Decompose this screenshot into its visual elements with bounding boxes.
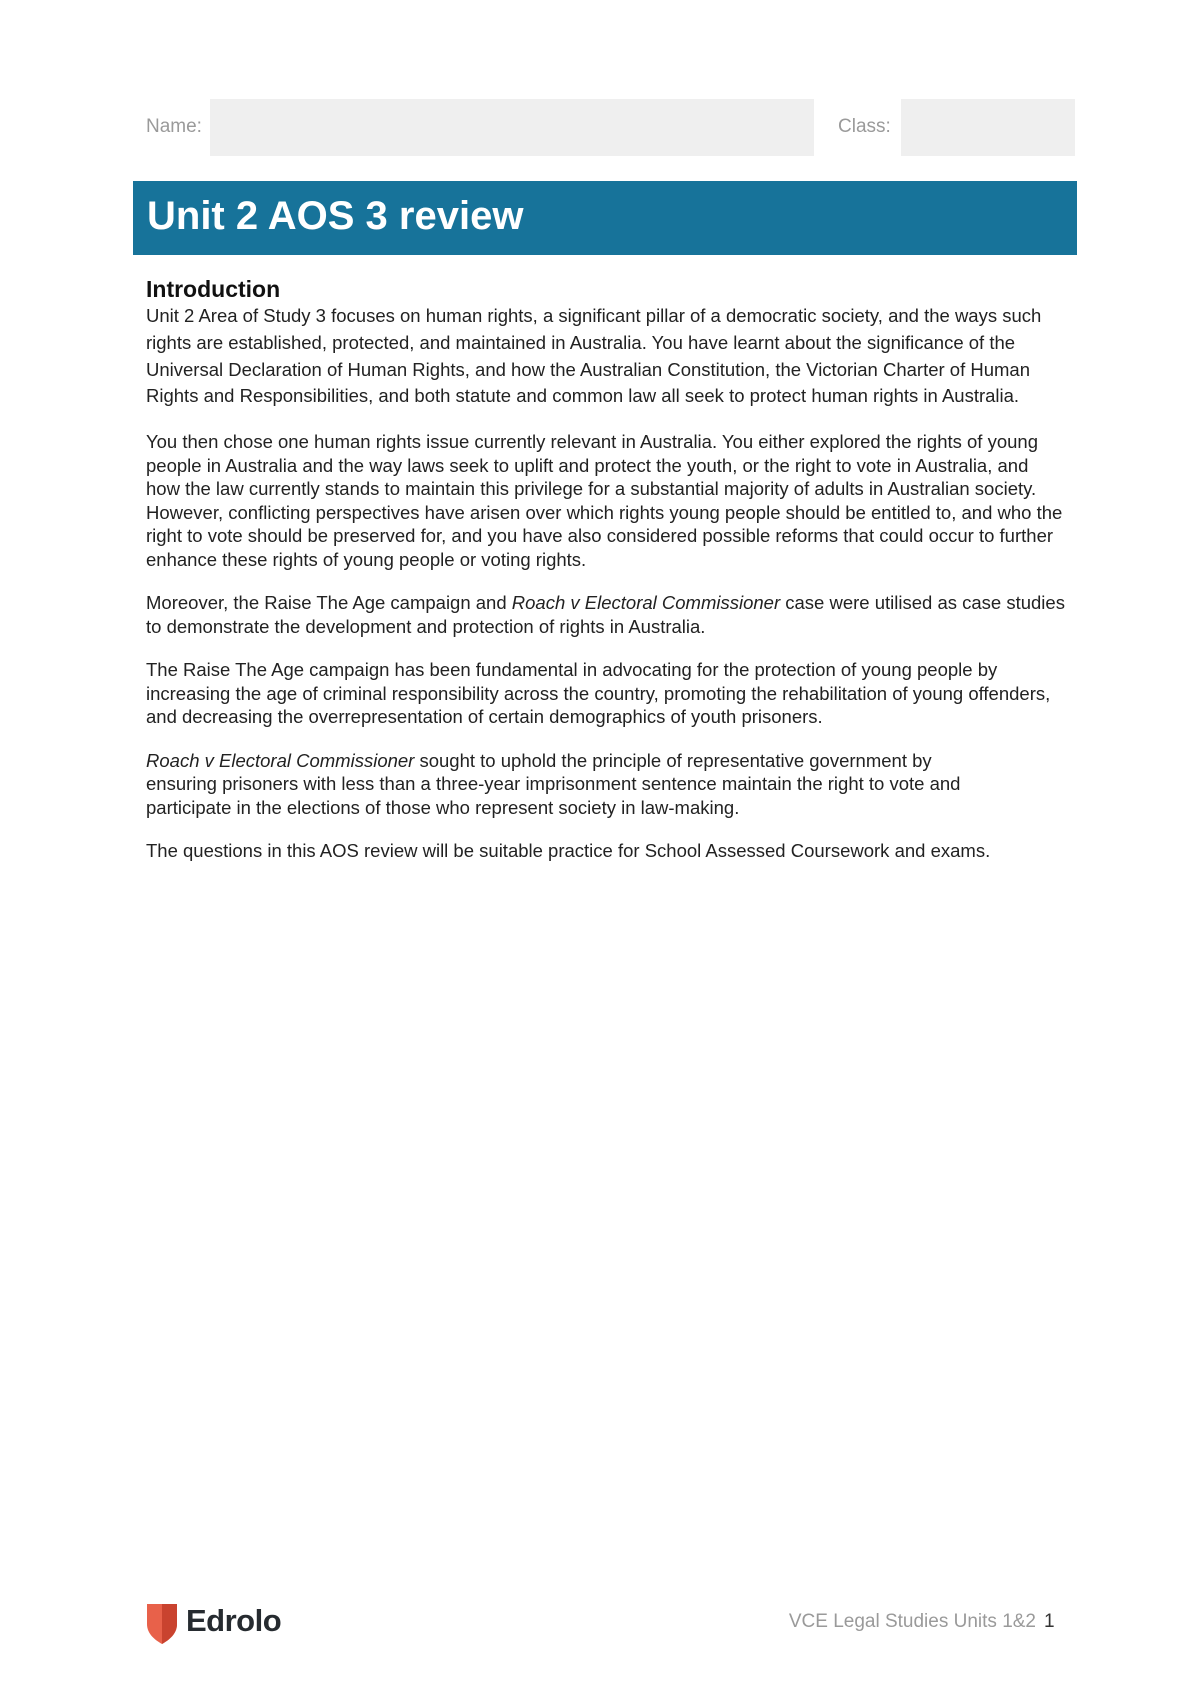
logo-wordmark: Edrolo: [186, 1603, 282, 1638]
intro-paragraph: Unit 2 Area of Study 3 focuses on human rights, a significant pillar of a democratic society, and the ways such rights are established, protected, and maintained in Australia. You have learnt about the significance of the Universal Declaration of Human Rights, and how the Australian Constitution, the Victorian Charter of Human Rights and Responsibilities, and both statute and common law all seek to protect human rights in Australia.: [146, 305, 1042, 407]
name-label: Name:: [146, 116, 202, 137]
case-studies-text-end: case were utilised as case studies to demonstrate the development and protection of rights in Australia.: [146, 592, 1065, 637]
case-studies-text-start: Moreover, the Raise The Age campaign and: [146, 592, 512, 614]
case-studies-paragraph: [146, 591, 1066, 638]
issue-paragraph: You then chose one human rights issue currently relevant in Australia. You either explored the rights of young people in Australia and the way laws seek to uplift and protect the youth, or the right to vote in Australia, and how the law currently stands to maintain this privilege for a substantial majority of adults in Australian society. However, conflicting perspectives have arisen over which rights young people should be entitled to, and who the right to vote should be preserved for, and you have also considered possible reforms that could occur to further enhance these rights of young people or voting rights.: [146, 431, 1063, 570]
student-details-row: [0, 99, 1200, 156]
roach-paragraph-text: sought to uphold the principle of representative government by ensuring prisoners with less than a three-year imprisonment sentence maintain the right to vote and participate in the elections of those who represent society in law-making.: [146, 749, 961, 818]
raise-the-age-paragraph: The Raise The Age campaign has been fundamental in advocating for the protection of young people by increasing the age of criminal responsibility across the country, promoting the rehabilitation of young offenders, and decreasing the overrepresentation of certain demographics of youth prisoners.: [146, 659, 1051, 728]
introduction-heading: Introduction: [146, 276, 281, 302]
class-label: Class:: [838, 116, 891, 137]
case-name-italic: Roach v Electoral Commissioner: [146, 749, 415, 771]
roach-paragraph: [146, 749, 991, 820]
shield-icon: [147, 1602, 177, 1644]
name-field[interactable]: [210, 99, 814, 156]
page-number: 1: [1044, 1611, 1055, 1632]
title-banner: [133, 181, 1077, 255]
case-name-italic: Roach v Electoral Commissioner: [511, 592, 781, 614]
document-body: [146, 275, 1066, 863]
practice-note-paragraph: The questions in this AOS review will be suitable practice for School Assessed Coursework and exams.: [146, 840, 991, 862]
class-field[interactable]: [901, 99, 1075, 156]
course-name: VCE Legal Studies Units 1&2: [788, 1611, 1036, 1632]
page-title: Unit 2 AOS 3 review: [147, 194, 524, 238]
